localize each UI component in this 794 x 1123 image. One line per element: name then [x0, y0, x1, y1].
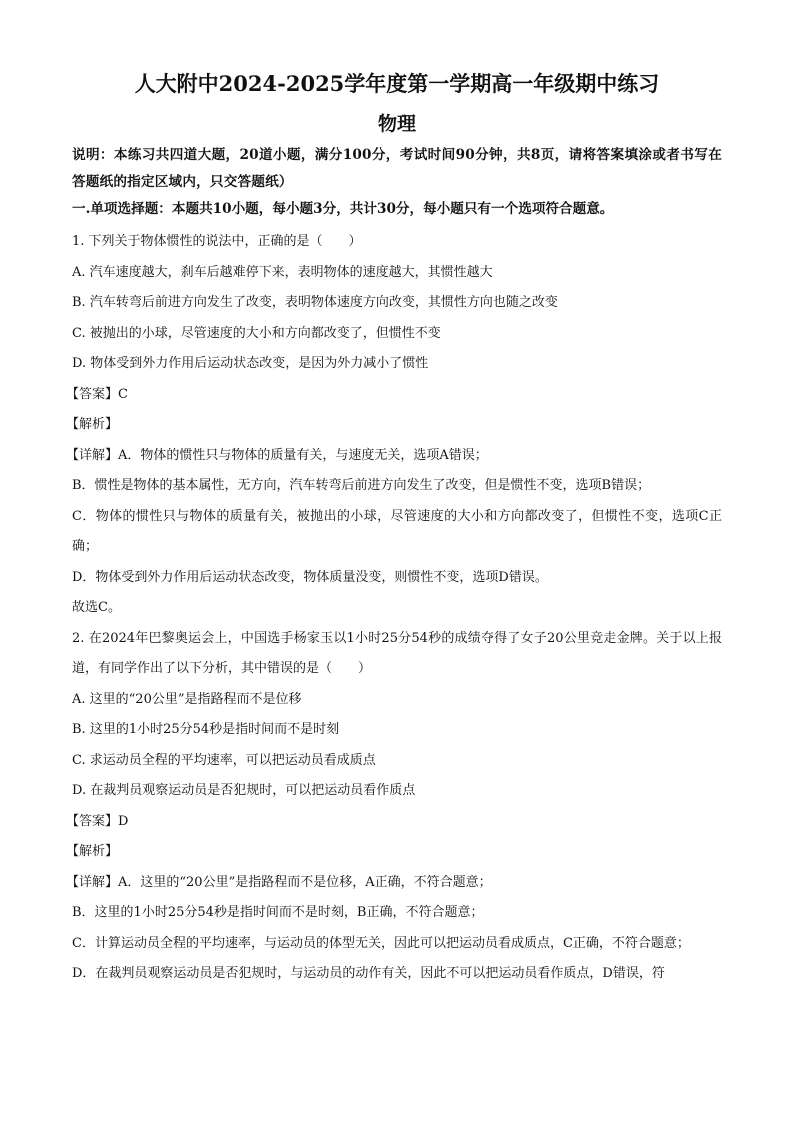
answer-label: 【答案】C: [66, 386, 128, 402]
option-c: C. 求运动员全程的平均速率，可以把运动员看成质点: [72, 752, 376, 768]
answer-label: 【答案】D: [66, 813, 129, 829]
section-heading: 一.单项选择题：本题共10小题，每小题3分，共计30分，每小题只有一个选项符合题意。: [72, 201, 614, 217]
detail-line: D．在裁判员观察运动员是否犯规时，与运动员的动作有关，因此不可以把运动员看作质点，D错误，符: [72, 966, 665, 981]
question-stem: 1. 下列关于物体惯性的说法中，正确的是（ ）: [72, 234, 362, 249]
subject-title: 物理: [377, 113, 416, 135]
detail-line: B．这里的1小时25分54秒是指时间而不是时刻，B正确，不符合题意；: [72, 905, 484, 920]
option-a: A. 汽车速度越大，刹车后越难停下来，表明物体的速度越大，其惯性越大: [72, 264, 493, 280]
option-b: B. 汽车转弯后前进方向发生了改变，表明物体速度方向改变，其惯性方向也随之改变: [72, 295, 558, 310]
option-d: D. 物体受到外力作用后运动状态改变，是因为外力减小了惯性: [72, 356, 429, 371]
detail-line: C．物体的惯性只与物体的质量有关，被抛出的小球，尽管速度的大小和方向都改变了，但惯性不变，选项C正确；: [72, 508, 722, 554]
question-2: [66, 624, 722, 990]
detail-line: C．计算运动员全程的平均速率，与运动员的体型无关，因此可以把运动员看成质点，C正确，不符合题意；: [72, 935, 690, 951]
analysis-label: 【解析】: [66, 417, 119, 432]
conclusion-line: 故选C。: [72, 600, 121, 615]
detail-line: B．惯性是物体的基本属性，无方向，汽车转弯后前进方向发生了改变，但是惯性不变，选项B错误；: [72, 478, 651, 493]
option-b: B. 这里的1小时25分54秒是指时间而不是时刻: [72, 722, 340, 737]
exam-instructions: 说明：本练习共四道大题，20道小题，满分100分，考试时间90分钟，共8页，请将答案填涂或者书写在答题纸的指定区域内，只交答题纸）: [72, 147, 722, 190]
detail-line: 【详解】A．这里的“20公里”是指路程而不是位移，A正确，不符合题意；: [66, 874, 492, 890]
exam-title: 人大附中2024-2025学年度第一学期高一年级期中练习: [134, 71, 660, 96]
detail-line: 【详解】A．物体的惯性只与物体的质量有关，与速度无关，选项A错误；: [66, 447, 488, 463]
option-c: C. 被抛出的小球，尽管速度的大小和方向都改变了，但惯性不变: [72, 325, 441, 341]
document-page: [66, 66, 722, 990]
question-stem: 2. 在2024年巴黎奥运会上，中国选手杨家玉以1小时25分54秒的成绩夺得了女子20公里竞走金牌。关于以上报道，有同学作出了以下分析，其中错误的是（ ）: [72, 630, 722, 676]
detail-line: D．物体受到外力作用后运动状态改变，物体质量没变，则惯性不变，选项D错误。: [72, 569, 548, 585]
option-a: A. 这里的“20公里”是指路程而不是位移: [72, 691, 302, 707]
option-d: D. 在裁判员观察运动员是否犯规时，可以把运动员看作质点: [72, 783, 416, 798]
question-1: [66, 227, 722, 624]
analysis-label: 【解析】: [66, 844, 119, 859]
